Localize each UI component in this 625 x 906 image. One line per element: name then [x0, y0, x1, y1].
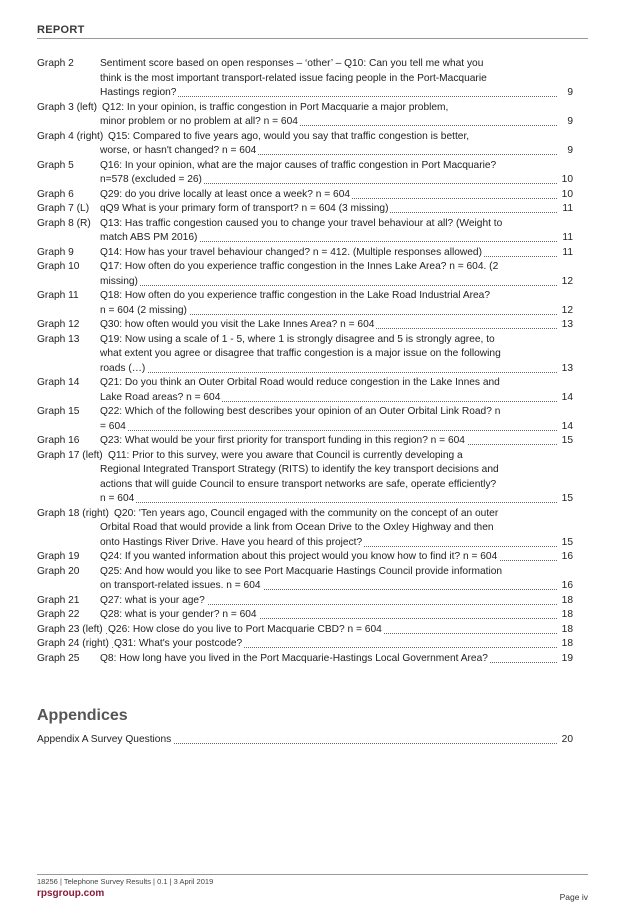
toc-entry-graph-label: Graph 20 — [37, 565, 81, 580]
toc-entry-text: think is the most important transport-related issue facing people in the Port-Macquarie — [100, 72, 487, 84]
toc-entry-graph-label: Graph 25 — [37, 652, 81, 667]
toc-entry-text: Q12: In your opinion, is traffic congestion in Port Macquarie a major problem, — [102, 101, 449, 113]
toc-entry-graph-label: Graph 13 — [37, 333, 81, 348]
toc-entry-graph-label: Graph 5 — [37, 159, 76, 174]
toc-entry-text: = 604 — [100, 420, 128, 435]
toc-entry-graph-label: Graph 22 — [37, 608, 81, 623]
toc-entry-page: 13 — [560, 318, 573, 333]
toc-entry-text: Q13: Has traffic congestion caused you to change your travel behaviour at all? (Weight to — [100, 217, 503, 229]
toc-entry-page: 9 — [565, 115, 573, 130]
toc-entry-text: Sentiment score based on open responses – ‘other’ – Q10: Can you tell me what you — [100, 58, 484, 69]
toc-entry-page: 10 — [560, 173, 573, 188]
toc-entry[interactable] — [37, 405, 573, 434]
footer-divider — [37, 874, 588, 875]
footer-document-info: 18256 | Telephone Survey Results | 0.1 | 3 April 2019 — [37, 877, 214, 886]
toc-entry[interactable] — [37, 57, 573, 101]
toc-entry[interactable] — [37, 246, 573, 261]
dot-leader — [100, 502, 557, 503]
toc-entry-text: what extent you agree or disagree that traffic congestion is a major issue on the following — [100, 348, 501, 359]
toc-entry[interactable] — [37, 159, 573, 188]
toc-entry-text: Q15: Compared to five years ago, would you say that traffic congestion is better, — [108, 130, 470, 142]
toc-entry[interactable] — [37, 623, 573, 638]
toc-entry-text: on transport-related issues. n = 604 — [100, 579, 263, 594]
header-divider — [37, 38, 588, 39]
toc-entry-page: 15 — [560, 536, 573, 551]
page-number: Page iv — [559, 892, 588, 902]
toc-entry-text: Q16: In your opinion, what are the major causes of traffic congestion in Port Macquarie? — [100, 159, 497, 171]
toc-entry-text: Q21: Do you think an Outer Orbital Road would reduce congestion in the Lake Innes and — [100, 377, 500, 388]
toc-entry-graph-label: Graph 10 — [37, 260, 81, 275]
toc-entry-text: n = 604 — [100, 492, 136, 507]
toc-entry-text: Q26: How close do you live to Port Macquarie CBD? n = 604 — [108, 623, 384, 638]
toc-entry-appendix-a[interactable] — [37, 733, 573, 748]
toc-entry-graph-label: Graph 21 — [37, 594, 81, 609]
toc-entry-text: missing) — [100, 275, 140, 290]
toc-entry-graph-label: Graph 17 (left) — [37, 449, 105, 464]
list-of-graphs — [37, 57, 573, 666]
toc-entry-graph-label: Graph 15 — [37, 405, 81, 420]
toc-entry-text: Q24: If you wanted information about this project would you know how to find it? n = 604 — [100, 550, 499, 565]
toc-entry[interactable] — [37, 652, 573, 667]
toc-entry[interactable] — [37, 594, 573, 609]
toc-entry-text: actions that will guide Council to ensure transport networks are safe, operate efficiently? — [100, 478, 497, 490]
toc-entry-page: 13 — [560, 362, 573, 377]
toc-entry-page: 16 — [560, 579, 573, 594]
toc-entry-graph-label: Graph 18 (right) — [37, 507, 111, 522]
toc-entry-page: 18 — [560, 623, 573, 638]
toc-entry-text: worse, or hasn't changed? n = 604 — [100, 144, 258, 159]
toc-entry[interactable] — [37, 608, 573, 623]
toc-entry[interactable] — [37, 565, 573, 594]
toc-entry[interactable] — [37, 637, 573, 652]
toc-entry-graph-label: Graph 24 (right) — [37, 637, 111, 652]
toc-entry[interactable] — [37, 260, 573, 289]
toc-entry[interactable] — [37, 188, 573, 203]
toc-entry-text: Hastings region? — [100, 86, 178, 101]
toc-entry[interactable] — [37, 550, 573, 565]
toc-entry-page: 12 — [560, 304, 573, 319]
toc-entry-text: Regional Integrated Transport Strategy (RITS) to identify the key transport decisions and — [100, 464, 499, 475]
toc-entry-page: 11 — [560, 231, 573, 246]
toc-entry-graph-label: Graph 8 (R) — [37, 217, 93, 232]
toc-entry-graph-label: Graph 9 — [37, 246, 76, 261]
toc-entry-page: 14 — [560, 420, 573, 435]
toc-entry-text: Q11: Prior to this survey, were you aware that Council is currently developing a — [108, 449, 463, 461]
toc-entry-text: Q23: What would be your first priority for transport funding in this region? n = 604 — [100, 434, 467, 449]
toc-entry-text: match ABS PM 2016) — [100, 231, 199, 246]
toc-entry-text: Q22: Which of the following best describes your opinion of an Outer Orbital Link Road? n — [100, 406, 501, 417]
toc-entry-page: 18 — [560, 608, 573, 623]
toc-entry[interactable] — [37, 318, 573, 333]
toc-entry-graph-label: Graph 11 — [37, 289, 81, 304]
toc-entry-text: Q31: What's your postcode? — [114, 637, 244, 652]
toc-entry-page: 11 — [560, 246, 573, 261]
toc-entry[interactable] — [37, 101, 573, 130]
toc-entry-text: n = 604 (2 missing) — [100, 304, 189, 319]
toc-entry-text: Q17: How often do you experience traffic congestion in the Innes Lake Area? n = 604. (2 — [100, 261, 499, 272]
toc-entry-text: roads (…) — [100, 362, 147, 377]
toc-entry-page: 10 — [560, 188, 573, 203]
toc-entry-graph-label: Graph 6 — [37, 188, 76, 203]
dot-leader — [100, 430, 557, 431]
toc-entry[interactable] — [37, 130, 573, 159]
toc-entry-text: Q18: How often do you experience traffic congestion in the Lake Road Industrial Area? — [100, 290, 491, 301]
toc-entry[interactable] — [37, 507, 573, 551]
toc-entry-page: 18 — [560, 637, 573, 652]
toc-entry-graph-label: Graph 14 — [37, 376, 81, 391]
toc-entry-page: 15 — [560, 434, 573, 449]
toc-entry-text: qQ9 What is your primary form of transport? n = 604 (3 missing) — [100, 202, 390, 217]
toc-entry-graph-label: Graph 2 — [37, 57, 76, 72]
toc-entry-text: Q19: Now using a scale of 1 - 5, where 1 is strongly disagree and 5 is strongly agree, to — [100, 333, 495, 345]
toc-entry-text: Q20: 'Ten years ago, Council engaged with the community on the concept of an outer — [114, 507, 499, 519]
toc-entry-text: minor problem or no problem at all? n = 604 — [100, 115, 300, 130]
toc-entry[interactable] — [37, 217, 573, 246]
toc-entry-page: 11 — [560, 202, 573, 217]
dot-leader — [100, 372, 557, 373]
toc-entry-graph-label: Graph 7 (L) — [37, 202, 91, 217]
toc-entry-page: 18 — [560, 594, 573, 609]
toc-entry-page: 15 — [560, 492, 573, 507]
appendices-heading: Appendices — [37, 707, 128, 724]
toc-entry-text: Q29: do you drive locally at least once a week? n = 604 — [100, 188, 352, 203]
toc-entry-text: onto Hastings River Drive. Have you heard of this project? — [100, 536, 364, 551]
toc-entry[interactable] — [37, 202, 573, 217]
toc-entry-page: 20 — [560, 733, 573, 748]
toc-entry-text: Q27: what is your age? — [100, 594, 207, 609]
footer-website[interactable]: rpsgroup.com — [37, 888, 105, 899]
report-header: REPORT — [37, 24, 85, 36]
toc-entry-text: Q14: How has your travel behaviour changed? n = 412. (Multiple responses allowed) — [100, 246, 484, 261]
toc-entry-text: Q28: what is your gender? n = 604 — [100, 608, 259, 623]
toc-entry-page: 14 — [560, 391, 573, 406]
toc-entry-page: 9 — [565, 86, 573, 101]
toc-entry-page: 12 — [560, 275, 573, 290]
toc-entry-graph-label: Graph 12 — [37, 318, 81, 333]
toc-entry-text: Lake Road areas? n = 604 — [100, 391, 222, 406]
dot-leader — [100, 285, 557, 286]
toc-entry-graph-label: Graph 23 (left) — [37, 623, 105, 638]
toc-entry-text: n=578 (excluded = 26) — [100, 173, 204, 188]
toc-entry-page: 19 — [560, 652, 573, 667]
toc-entry[interactable] — [37, 449, 573, 507]
toc-entry-text: Q25: And how would you like to see Port Macquarie Hastings Council provide information — [100, 565, 503, 577]
toc-entry[interactable] — [37, 376, 573, 405]
toc-entry-graph-label: Graph 19 — [37, 550, 81, 565]
toc-entry-graph-label: Graph 4 (right) — [37, 130, 105, 145]
toc-entry-graph-label: Graph 16 — [37, 434, 81, 449]
toc-entry-text: Q8: How long have you lived in the Port Macquarie-Hastings Local Government Area? — [100, 652, 490, 667]
toc-entry-label: Appendix A Survey Questions — [37, 733, 173, 748]
toc-entry-text: Orbital Road that would provide a link from Ocean Drive to the Oxley Highway and then — [100, 522, 494, 533]
toc-entry-graph-label: Graph 3 (left) — [37, 101, 99, 116]
toc-entry-page: 16 — [560, 550, 573, 565]
toc-entry[interactable] — [37, 333, 573, 377]
toc-entry[interactable] — [37, 434, 573, 449]
toc-entry-page: 9 — [565, 144, 573, 159]
toc-entry-text: Q30: how often would you visit the Lake Innes Area? n = 604 — [100, 318, 376, 333]
toc-entry[interactable] — [37, 289, 573, 318]
